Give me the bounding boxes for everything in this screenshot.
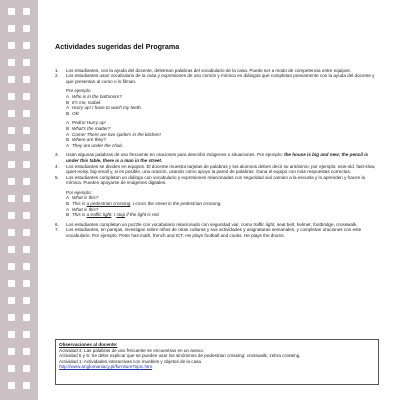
speaker-label: B bbox=[66, 212, 70, 218]
resource-link[interactable]: http://www.anglomaniacy.pl/furnitureTopic.htm bbox=[59, 364, 153, 370]
dialogue-text: . I bbox=[111, 212, 117, 218]
binder-hole bbox=[8, 348, 15, 355]
dialogue-text: Where are they? bbox=[72, 137, 106, 143]
speaker-label: B bbox=[66, 125, 70, 131]
binder-hole bbox=[23, 382, 30, 389]
teacher-notes-box bbox=[55, 339, 379, 385]
list-item-7 bbox=[55, 227, 380, 238]
binder-hole bbox=[8, 297, 15, 304]
page-title: Actividades sugeridas del Programa bbox=[55, 42, 180, 51]
item-text: Los estudiantes completan un diálogo con vocabulario y expresiones relacionadas con seguridad vial camino a la escuela y lo aprenden y hacen la mímica. Pueden apoyarse de imágenes digitales. bbox=[66, 174, 366, 186]
item-text-plain: Usan algunas palabras de uso frecuente en oraciones para describir imágenes o situaciones. Por ejemplo: bbox=[66, 152, 285, 158]
item-text: Los estudiantes usan vocabulario de la casa y expresiones de uso común y mímica en diálogos que completan previamente con la ayuda del docente y que presentan al curso o lo filman. bbox=[66, 73, 375, 84]
binder-hole bbox=[23, 42, 30, 49]
speaker-label: A bbox=[66, 105, 70, 111]
binder-hole bbox=[23, 280, 30, 287]
binder-hole bbox=[8, 195, 15, 202]
binder-hole bbox=[8, 280, 15, 287]
binder-hole bbox=[8, 59, 15, 66]
item-text-example: the house is big and new; the pencil is under this table, there is a man in the street. bbox=[66, 152, 369, 163]
binder-hole bbox=[8, 382, 15, 389]
binder-hole bbox=[23, 348, 30, 355]
binder-hole bbox=[23, 297, 30, 304]
binder-hole bbox=[8, 314, 15, 321]
item-number: 3. bbox=[55, 152, 59, 158]
example-dialogue-1 bbox=[55, 88, 380, 148]
binder-hole bbox=[8, 25, 15, 32]
binder-hole bbox=[23, 331, 30, 338]
speaker-label: A bbox=[66, 195, 70, 201]
item-number: 2. bbox=[55, 73, 59, 79]
example-heading: Por ejemplo bbox=[66, 88, 91, 94]
item-text bbox=[66, 152, 380, 163]
binder-hole bbox=[23, 161, 30, 168]
dialogue-text: Pedro! Hurry up! bbox=[72, 120, 106, 126]
speaker-label: B bbox=[66, 99, 70, 105]
note-line: Actividad 5 y 6: Se debe explicar que se pueden usar los sinónimos de pedestrian crossing: crosswalk, zebra crossing. bbox=[59, 353, 301, 359]
dialogue-text: if the light is red. bbox=[125, 212, 160, 218]
dialogue-text: Hurry up! I have to wash my teeth. bbox=[72, 105, 142, 111]
binder-hole bbox=[8, 127, 15, 134]
binder-hole bbox=[8, 8, 15, 15]
binder-hole bbox=[23, 195, 30, 202]
vocab-term: a pedestrian crossing bbox=[86, 201, 131, 207]
item-number: 5. bbox=[55, 174, 59, 180]
speaker-label: A bbox=[66, 120, 70, 126]
binder-hole bbox=[8, 161, 15, 168]
speaker-label: B bbox=[66, 110, 70, 116]
note-line: Actividad 1: Actividades interactivas con muebles y objetos de la casa bbox=[59, 358, 201, 364]
binder-hole bbox=[8, 42, 15, 49]
binder-hole bbox=[8, 212, 15, 219]
speaker-label: A bbox=[66, 142, 70, 148]
speaker-label: A bbox=[66, 93, 70, 99]
binder-hole bbox=[8, 76, 15, 83]
binder-hole bbox=[23, 212, 30, 219]
binder-hole bbox=[23, 263, 30, 270]
dialogue-text: What is this? bbox=[72, 206, 99, 212]
item-number: 4. bbox=[55, 163, 59, 169]
item-text: Los estudiantes, en parejas, investigan sobre niños de otras culturas y sus actividades y asignaturas semanales, y completan oraciones con este vocabulario. Por ejemplo: Peter has math, french and ICT. He plays football and cooks. He plays the drums. bbox=[66, 227, 362, 239]
binder-hole bbox=[23, 110, 30, 117]
binder-hole bbox=[23, 229, 30, 236]
dialogue-text: It's me, Isabel. bbox=[72, 99, 102, 105]
item-number: 7. bbox=[55, 227, 59, 233]
binder-hole bbox=[23, 365, 30, 372]
binder-strip bbox=[0, 0, 38, 400]
dialogue-text: Come! There are two spiders in the kitchen! bbox=[72, 131, 161, 137]
binder-hole bbox=[8, 263, 15, 270]
vocab-term: stop bbox=[116, 212, 126, 218]
list-item-4 bbox=[55, 164, 380, 175]
activities-page bbox=[55, 44, 380, 239]
item-text: Los estudiantes, con la ayuda del docente, deletrean palabras del vocabulario de la casa. Puede ser a modo de competencia entre equipos. bbox=[66, 67, 352, 73]
speaker-label: B bbox=[66, 201, 70, 207]
dialogue-text: Ok! bbox=[72, 110, 80, 116]
vocab-term: a traffic light bbox=[86, 212, 112, 218]
example-dialogue-2 bbox=[55, 190, 380, 218]
speaker-label: B bbox=[66, 137, 70, 143]
binder-hole bbox=[8, 331, 15, 338]
item-text: Los estudiantes se dividen en equipos. El docente muestra tarjetas de palabras y los alumnos deben decir su antónimo; por ejemplo: new-old, fast-slow, quiet-noisy, big-small y, si es posible, una oración, usando como apoyo la pared de palabras. Gana el equipo con más respuestas correctas. bbox=[66, 163, 376, 175]
dialogue-text: . I cross the street in the pedestrian crossing. bbox=[130, 201, 222, 207]
binder-hole bbox=[8, 246, 15, 253]
dialogue-text: Who is in the bathroom? bbox=[72, 93, 122, 99]
list-item-2 bbox=[55, 73, 380, 84]
dialogue-text: What is this? bbox=[72, 195, 99, 201]
binder-hole bbox=[8, 229, 15, 236]
speaker-label: A bbox=[66, 206, 70, 212]
binder-hole bbox=[23, 25, 30, 32]
binder-hole bbox=[8, 365, 15, 372]
binder-hole bbox=[8, 178, 15, 185]
list-item-3 bbox=[55, 152, 380, 163]
dialogue-text: They are under the chair. bbox=[72, 142, 124, 148]
item-number: 6. bbox=[55, 221, 59, 227]
binder-hole bbox=[23, 178, 30, 185]
dialogue-text: What's the matter? bbox=[72, 125, 111, 131]
example-heading: Por ejemplo: bbox=[66, 189, 92, 195]
dialogue-text: This is bbox=[72, 212, 87, 218]
binder-hole bbox=[8, 144, 15, 151]
item-number: 1. bbox=[55, 67, 59, 73]
notes-title: Observaciones al docente: bbox=[59, 342, 118, 347]
binder-hole bbox=[23, 93, 30, 100]
binder-hole bbox=[8, 110, 15, 117]
binder-hole bbox=[23, 76, 30, 83]
binder-hole bbox=[8, 93, 15, 100]
dialogue-text: This is bbox=[72, 201, 87, 207]
item-text: Los estudiantes completan un puzzle con vocabulario relacionado con seguridad vial, como traffic light, seat belt, helmet, footbridge, crosswalk. bbox=[66, 221, 358, 227]
binder-hole bbox=[23, 127, 30, 134]
binder-hole bbox=[23, 59, 30, 66]
binder-hole bbox=[23, 314, 30, 321]
binder-hole bbox=[23, 246, 30, 253]
speaker-label: A bbox=[66, 131, 70, 137]
binder-hole bbox=[23, 144, 30, 151]
note-line: Actividad 3: Las palabras de uso frecuente se encuentran en un anexo. bbox=[59, 347, 205, 353]
list-item-5 bbox=[55, 175, 380, 186]
binder-hole bbox=[23, 8, 30, 15]
